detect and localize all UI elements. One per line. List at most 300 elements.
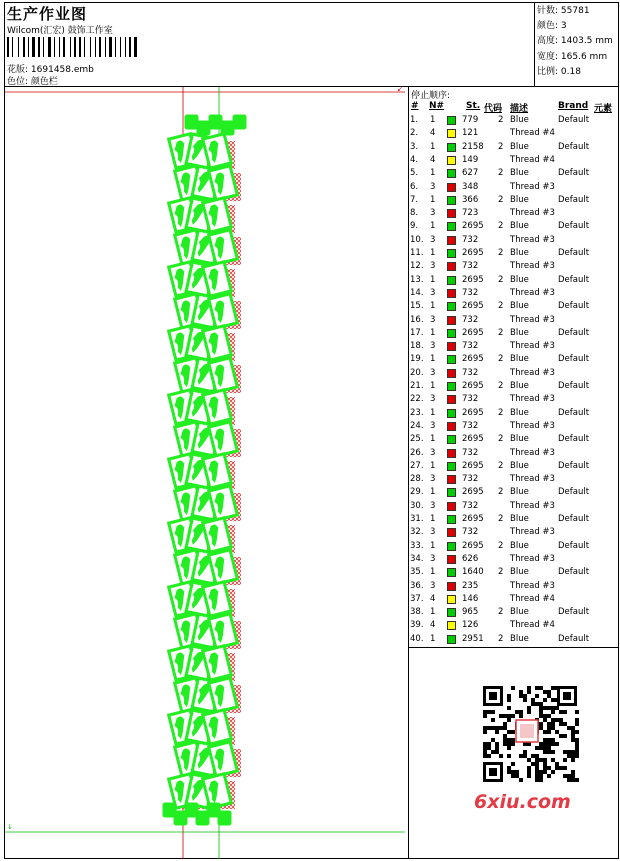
row-brand: Default bbox=[558, 407, 590, 418]
row-needle: 1 bbox=[430, 487, 436, 498]
row-description: Blue bbox=[510, 487, 529, 498]
row-stitches: 2695 bbox=[462, 221, 484, 232]
row-needle: 3 bbox=[430, 314, 436, 325]
row-stitches: 732 bbox=[462, 420, 479, 431]
row-index: 12. bbox=[410, 261, 424, 272]
border-bead bbox=[209, 115, 222, 129]
row-index: 15. bbox=[410, 301, 424, 312]
color-swatch bbox=[447, 435, 456, 444]
barcode bbox=[7, 37, 142, 57]
row-description: Thread #3 bbox=[510, 314, 555, 325]
row-code: 2 bbox=[498, 141, 504, 152]
row-stitches: 126 bbox=[462, 620, 479, 631]
row-stitches: 732 bbox=[462, 474, 479, 485]
row-index: 11. bbox=[410, 248, 424, 258]
row-description: Blue bbox=[510, 381, 529, 391]
row-brand: Default bbox=[558, 248, 590, 258]
color-swatch bbox=[447, 595, 456, 604]
row-stitches: 732 bbox=[462, 261, 479, 272]
table-row bbox=[410, 421, 620, 434]
color-swatch bbox=[447, 342, 456, 351]
row-needle: 3 bbox=[430, 287, 436, 298]
row-needle: 3 bbox=[430, 447, 436, 458]
row-description: Thread #4 bbox=[510, 593, 555, 604]
row-description: Blue bbox=[510, 248, 529, 258]
panel-divider bbox=[408, 86, 409, 859]
row-description: Thread #3 bbox=[510, 447, 555, 458]
row-description: Blue bbox=[510, 567, 529, 578]
color-swatch bbox=[447, 289, 456, 298]
row-index: 22. bbox=[410, 394, 424, 405]
col-header-brand: Brand bbox=[558, 101, 589, 111]
color-swatch bbox=[447, 449, 456, 458]
row-stitches: 732 bbox=[462, 287, 479, 298]
table-row bbox=[410, 554, 620, 567]
row-description: Thread #3 bbox=[510, 341, 555, 352]
row-needle: 4 bbox=[430, 154, 436, 165]
row-description: Thread #3 bbox=[510, 474, 555, 485]
row-stitches: 2951 bbox=[462, 633, 484, 644]
row-needle: 1 bbox=[430, 168, 436, 179]
row-index: 21. bbox=[410, 381, 424, 391]
row-needle: 1 bbox=[430, 115, 436, 125]
row-brand: Default bbox=[558, 327, 590, 338]
row-needle: 3 bbox=[430, 474, 436, 485]
table-row bbox=[410, 341, 620, 354]
color-swatch bbox=[447, 475, 456, 484]
table-row bbox=[410, 434, 620, 447]
color-swatch bbox=[447, 156, 456, 165]
row-needle: 1 bbox=[430, 381, 436, 391]
row-stitches: 2158 bbox=[462, 141, 484, 152]
row-stitches: 2695 bbox=[462, 460, 484, 471]
row-index: 24. bbox=[410, 420, 424, 431]
row-stitches: 626 bbox=[462, 553, 479, 564]
table-row bbox=[410, 288, 620, 301]
row-index: 10. bbox=[410, 234, 424, 245]
row-brand: Default bbox=[558, 487, 590, 498]
color-swatch bbox=[447, 316, 456, 325]
color-position-label: 色位: bbox=[7, 77, 29, 87]
color-swatch bbox=[447, 209, 456, 218]
row-description: Thread #3 bbox=[510, 181, 555, 192]
row-code: 2 bbox=[498, 540, 504, 551]
row-description: Thread #3 bbox=[510, 234, 555, 245]
row-description: Thread #3 bbox=[510, 580, 555, 591]
border-bead bbox=[233, 115, 246, 129]
row-index: 3. bbox=[410, 141, 419, 152]
border-bead bbox=[197, 121, 210, 135]
color-swatch bbox=[447, 621, 456, 630]
row-needle: 3 bbox=[430, 580, 436, 591]
table-row bbox=[410, 527, 620, 540]
row-description: Blue bbox=[510, 168, 529, 179]
row-brand: Default bbox=[558, 221, 590, 232]
row-stitches: 2695 bbox=[462, 487, 484, 498]
row-index: 8. bbox=[410, 208, 419, 219]
table-row bbox=[410, 514, 620, 527]
row-needle: 3 bbox=[430, 181, 436, 192]
row-code: 2 bbox=[498, 633, 504, 644]
row-description: Blue bbox=[510, 115, 529, 125]
row-description: Thread #3 bbox=[510, 420, 555, 431]
table-row bbox=[410, 301, 620, 314]
row-stitches: 965 bbox=[462, 607, 479, 618]
color-swatch bbox=[447, 329, 456, 338]
row-brand: Default bbox=[558, 115, 590, 125]
stat-stitches: 针数: 55781 bbox=[537, 6, 590, 16]
color-swatch bbox=[447, 129, 456, 138]
row-needle: 1 bbox=[430, 327, 436, 338]
color-swatch bbox=[447, 409, 456, 418]
row-index: 29. bbox=[410, 487, 424, 498]
row-description: Blue bbox=[510, 607, 529, 618]
row-needle: 1 bbox=[430, 194, 436, 205]
col-header-n: N# bbox=[429, 101, 445, 111]
row-needle: 3 bbox=[430, 208, 436, 219]
table-row bbox=[410, 128, 620, 141]
row-description: Thread #3 bbox=[510, 208, 555, 219]
qr-code bbox=[471, 680, 585, 790]
row-description: Thread #3 bbox=[510, 287, 555, 298]
row-index: 25. bbox=[410, 434, 424, 445]
row-index: 16. bbox=[410, 314, 424, 325]
row-code: 2 bbox=[498, 487, 504, 498]
row-needle: 1 bbox=[430, 460, 436, 471]
design-file: 1691458.emb bbox=[30, 65, 94, 75]
table-row bbox=[410, 381, 620, 394]
table-row bbox=[410, 195, 620, 208]
row-needle: 3 bbox=[430, 500, 436, 511]
color-swatch bbox=[447, 395, 456, 404]
table-row bbox=[410, 474, 620, 487]
color-swatch bbox=[447, 382, 456, 391]
col-header-desc: 描述 bbox=[510, 104, 529, 114]
color-swatch bbox=[447, 302, 456, 311]
row-needle: 3 bbox=[430, 394, 436, 405]
table-row bbox=[410, 581, 620, 594]
row-stitches: 732 bbox=[462, 234, 479, 245]
design-stats bbox=[537, 4, 613, 80]
row-needle: 3 bbox=[430, 527, 436, 538]
color-swatch bbox=[447, 196, 456, 205]
row-stitches: 146 bbox=[462, 593, 479, 604]
color-swatch bbox=[447, 462, 456, 471]
row-stitches: 779 bbox=[462, 115, 479, 125]
row-code: 2 bbox=[498, 301, 504, 312]
table-row bbox=[410, 328, 620, 341]
row-stitches: 627 bbox=[462, 168, 479, 179]
row-stitches: 366 bbox=[462, 194, 479, 205]
row-code: 2 bbox=[498, 274, 504, 285]
row-description: Thread #4 bbox=[510, 620, 555, 631]
row-stitches: 149 bbox=[462, 154, 479, 165]
row-stitches: 1640 bbox=[462, 567, 484, 578]
row-needle: 3 bbox=[430, 341, 436, 352]
row-index: 32. bbox=[410, 527, 424, 538]
row-code: 2 bbox=[498, 194, 504, 205]
stat-colors: 颜色: 3 bbox=[537, 21, 567, 32]
row-needle: 1 bbox=[430, 274, 436, 285]
row-description: Blue bbox=[510, 141, 529, 152]
row-code: 2 bbox=[498, 168, 504, 179]
row-stitches: 2695 bbox=[462, 327, 484, 338]
table-row bbox=[410, 461, 620, 474]
row-index: 28. bbox=[410, 474, 424, 485]
row-stitches: 732 bbox=[462, 394, 479, 405]
table-row bbox=[410, 315, 620, 328]
row-code: 2 bbox=[498, 115, 504, 125]
row-stitches: 2695 bbox=[462, 301, 484, 312]
row-needle: 1 bbox=[430, 301, 436, 312]
row-description: Blue bbox=[510, 327, 529, 338]
row-index: 31. bbox=[410, 514, 424, 524]
table-row bbox=[410, 155, 620, 168]
row-description: Blue bbox=[510, 434, 529, 445]
row-code: 2 bbox=[498, 407, 504, 418]
row-needle: 1 bbox=[430, 567, 436, 578]
row-index: 6. bbox=[410, 181, 419, 192]
row-index: 40. bbox=[410, 633, 424, 644]
row-description: Thread #3 bbox=[510, 527, 555, 538]
row-index: 17. bbox=[410, 327, 424, 338]
row-stitches: 732 bbox=[462, 341, 479, 352]
row-needle: 4 bbox=[430, 128, 436, 139]
table-row bbox=[410, 620, 620, 633]
color-swatch bbox=[447, 528, 456, 537]
row-description: Blue bbox=[510, 354, 529, 365]
row-brand: Default bbox=[558, 141, 590, 152]
table-row bbox=[410, 275, 620, 288]
table-row bbox=[410, 501, 620, 514]
row-index: 27. bbox=[410, 460, 424, 471]
table-row bbox=[410, 142, 620, 155]
table-row bbox=[410, 115, 620, 128]
row-stitches: 2695 bbox=[462, 540, 484, 551]
row-index: 2. bbox=[410, 128, 419, 139]
table-row bbox=[410, 368, 620, 381]
row-brand: Default bbox=[558, 633, 590, 644]
row-needle: 1 bbox=[430, 248, 436, 258]
table-row bbox=[410, 354, 620, 367]
table-row bbox=[410, 208, 620, 221]
col-header-st: St. bbox=[466, 101, 481, 111]
row-brand: Default bbox=[558, 301, 590, 312]
row-index: 5. bbox=[410, 168, 419, 179]
row-index: 39. bbox=[410, 620, 424, 631]
row-index: 23. bbox=[410, 407, 424, 418]
color-swatch bbox=[447, 236, 456, 245]
row-needle: 1 bbox=[430, 141, 436, 152]
table-row bbox=[410, 408, 620, 421]
row-stitches: 2695 bbox=[462, 274, 484, 285]
border-bead bbox=[218, 811, 231, 825]
color-swatch bbox=[447, 116, 456, 125]
row-index: 37. bbox=[410, 593, 424, 604]
table-row bbox=[410, 541, 620, 554]
color-swatch bbox=[447, 568, 456, 577]
table-row bbox=[410, 261, 620, 274]
row-needle: 1 bbox=[430, 434, 436, 445]
row-needle: 1 bbox=[430, 354, 436, 365]
table-row bbox=[410, 221, 620, 234]
table-row bbox=[410, 594, 620, 607]
row-code: 2 bbox=[498, 434, 504, 445]
row-index: 30. bbox=[410, 500, 424, 511]
row-code: 2 bbox=[498, 460, 504, 471]
color-position-value: 颜色栏 bbox=[30, 77, 58, 87]
row-description: Thread #3 bbox=[510, 394, 555, 405]
row-description: Blue bbox=[510, 514, 529, 524]
table-row bbox=[410, 168, 620, 181]
axis-marker-top: ↙ bbox=[397, 87, 403, 93]
col-header-element: 元素 bbox=[594, 104, 613, 114]
row-stitches: 2695 bbox=[462, 248, 484, 258]
row-description: Thread #3 bbox=[510, 553, 555, 564]
color-swatch bbox=[447, 222, 456, 231]
axis-marker-bottom: ↓ bbox=[7, 823, 13, 831]
row-code: 2 bbox=[498, 327, 504, 338]
row-index: 18. bbox=[410, 341, 424, 352]
row-brand: Default bbox=[558, 168, 590, 179]
row-brand: Default bbox=[558, 607, 590, 618]
col-header-code: 代码 bbox=[484, 104, 503, 114]
row-needle: 4 bbox=[430, 593, 436, 604]
row-description: Blue bbox=[510, 301, 529, 312]
row-description: Thread #3 bbox=[510, 261, 555, 272]
stat-height: 高度: 1403.5 mm bbox=[537, 36, 613, 47]
row-code: 2 bbox=[498, 354, 504, 365]
row-code: 2 bbox=[498, 381, 504, 391]
color-swatch bbox=[447, 488, 456, 497]
table-row bbox=[410, 182, 620, 195]
row-index: 19. bbox=[410, 354, 424, 365]
color-swatch bbox=[447, 355, 456, 364]
row-brand: Default bbox=[558, 434, 590, 445]
row-stitches: 732 bbox=[462, 500, 479, 511]
row-description: Thread #4 bbox=[510, 154, 555, 165]
watermark-logo: 6xiu.com bbox=[474, 791, 571, 813]
row-code: 2 bbox=[498, 567, 504, 578]
row-stitches: 348 bbox=[462, 181, 479, 192]
border-bead bbox=[185, 115, 198, 129]
row-stitches: 2695 bbox=[462, 381, 484, 391]
color-swatch bbox=[447, 582, 456, 591]
color-swatch bbox=[447, 542, 456, 551]
table-row bbox=[410, 487, 620, 500]
row-index: 7. bbox=[410, 194, 419, 205]
row-stitches: 2695 bbox=[462, 354, 484, 365]
row-needle: 1 bbox=[430, 514, 436, 524]
row-needle: 3 bbox=[430, 367, 436, 378]
table-row bbox=[410, 235, 620, 248]
row-index: 20. bbox=[410, 367, 424, 378]
table-row bbox=[410, 607, 620, 620]
row-index: 9. bbox=[410, 221, 419, 232]
row-needle: 3 bbox=[430, 234, 436, 245]
stat-width: 宽度: 165.6 mm bbox=[537, 51, 608, 62]
embroidery-preview bbox=[5, 87, 408, 859]
row-brand: Default bbox=[558, 514, 590, 524]
row-code: 2 bbox=[498, 221, 504, 232]
table-row bbox=[410, 567, 620, 580]
row-stitches: 732 bbox=[462, 527, 479, 538]
stats-divider bbox=[534, 2, 535, 87]
row-stitches: 2695 bbox=[462, 407, 484, 418]
row-index: 36. bbox=[410, 580, 424, 591]
row-brand: Default bbox=[558, 381, 590, 391]
table-row bbox=[410, 394, 620, 407]
row-description: Thread #3 bbox=[510, 500, 555, 511]
table-row bbox=[410, 448, 620, 461]
row-description: Blue bbox=[510, 221, 529, 232]
row-description: Blue bbox=[510, 274, 529, 285]
color-swatch bbox=[447, 422, 456, 431]
color-swatch bbox=[447, 183, 456, 192]
row-brand: Default bbox=[558, 567, 590, 578]
color-swatch bbox=[447, 515, 456, 524]
page-title: 生产作业图 bbox=[7, 5, 88, 23]
row-stitches: 732 bbox=[462, 367, 479, 378]
row-description: Thread #3 bbox=[510, 367, 555, 378]
row-index: 38. bbox=[410, 607, 424, 618]
row-index: 34. bbox=[410, 553, 424, 564]
row-needle: 3 bbox=[430, 553, 436, 564]
row-description: Blue bbox=[510, 460, 529, 471]
row-stitches: 732 bbox=[462, 314, 479, 325]
row-brand: Default bbox=[558, 540, 590, 551]
row-stitches: 2695 bbox=[462, 514, 484, 524]
stat-scale: 比例: 0.18 bbox=[537, 66, 581, 77]
color-swatch bbox=[447, 143, 456, 152]
color-swatch bbox=[447, 555, 456, 564]
row-description: Blue bbox=[510, 407, 529, 418]
color-swatch bbox=[447, 262, 456, 271]
color-swatch bbox=[447, 169, 456, 178]
row-index: 1. bbox=[410, 115, 419, 125]
row-code: 2 bbox=[498, 248, 504, 258]
row-brand: Default bbox=[558, 354, 590, 365]
stop-sequence-table bbox=[410, 115, 618, 647]
row-index: 33. bbox=[410, 540, 424, 551]
col-header-num: # bbox=[411, 101, 419, 111]
row-code: 2 bbox=[498, 607, 504, 618]
row-brand: Default bbox=[558, 460, 590, 471]
color-position-row bbox=[7, 74, 58, 87]
row-index: 35. bbox=[410, 567, 424, 578]
design-label: 花版: bbox=[7, 65, 29, 75]
table-row bbox=[410, 248, 620, 261]
color-swatch bbox=[447, 249, 456, 258]
company-name: Wilcom(汇宏) 鼓饰工作室 bbox=[7, 26, 113, 36]
color-swatch bbox=[447, 608, 456, 617]
row-needle: 1 bbox=[430, 407, 436, 418]
color-swatch bbox=[447, 635, 456, 644]
row-brand: Default bbox=[558, 194, 590, 205]
row-brand: Default bbox=[558, 274, 590, 285]
row-description: Blue bbox=[510, 540, 529, 551]
table-bottom-divider bbox=[408, 647, 619, 648]
row-needle: 1 bbox=[430, 540, 436, 551]
row-needle: 4 bbox=[430, 620, 436, 631]
row-code: 2 bbox=[498, 514, 504, 524]
row-description: Blue bbox=[510, 633, 529, 644]
stop-sequence-label: 停止顺序: bbox=[411, 91, 451, 101]
row-index: 4. bbox=[410, 154, 419, 165]
row-needle: 3 bbox=[430, 261, 436, 272]
row-stitches: 235 bbox=[462, 580, 479, 591]
row-needle: 1 bbox=[430, 221, 436, 232]
